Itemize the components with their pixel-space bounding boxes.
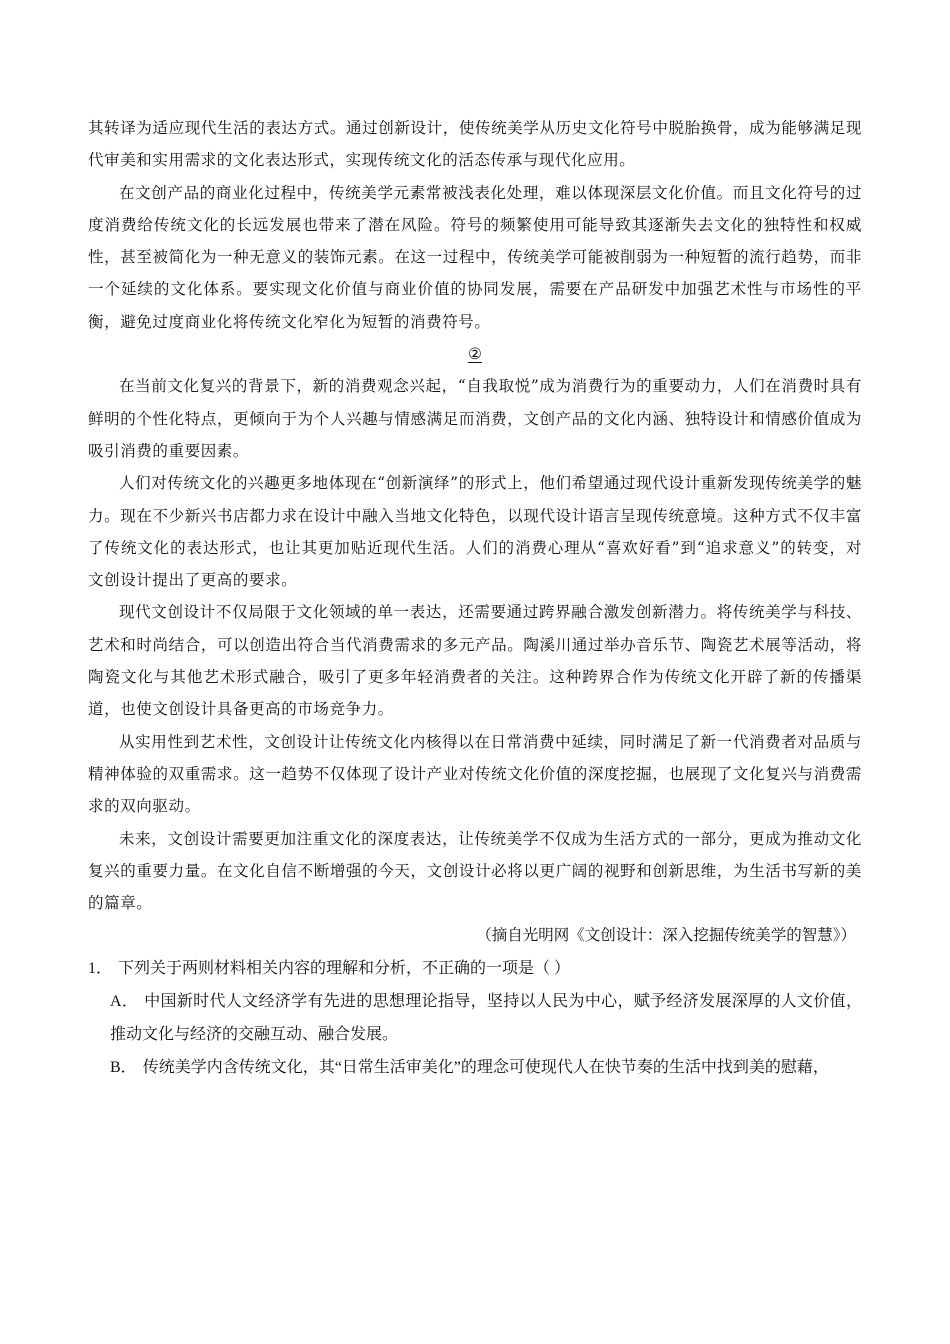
continuation-paragraph: 其转译为适应现代生活的表达方式。通过创新设计，使传统美学从历史文化符号中脱胎换骨，成为能够满足现代审美和实用需求的文化表达形式，实现传统文化的活态传承与现代化应用。 bbox=[88, 119, 862, 170]
material2-paragraph: 未来，文创设计需要更加注重文化的深度表达，让传统美学不仅成为生活方式的一部分，更成为推动文化复兴的重要力量。在文化自信不断增强的今天，文创设计必将以更广阔的视野和创新思维，为生活书写新的美的篇章。 bbox=[88, 829, 862, 913]
section-marker bbox=[88, 338, 862, 370]
material2-paragraph: 从实用性到艺术性，文创设计让传统文化内核得以在日常消费中延续，同时满足了新一代消费者对品质与精神体验的双重需求。这一趋势不仅体现了设计产业对传统文化价值的深度挖掘，也展现了文化复兴与消费需求的双向驱动。 bbox=[88, 732, 862, 816]
option-text: 中国新时代人文经济学有先进的思想理论指导，坚持以人民为中心，赋予经济发展深厚的人文价值，推动文化与经济的交融互动、融合发展。 bbox=[110, 992, 862, 1043]
document-page bbox=[88, 112, 862, 1084]
option-a bbox=[110, 985, 862, 1051]
question-1 bbox=[88, 952, 862, 985]
material2-paragraph: 在当前文化复兴的背景下，新的消费观念兴起，“自我取悦”成为消费行为的重要动力，人们在消费时具有鲜明的个性化特点，更倾向于为个人兴趣与情感满足而消费，文创产品的文化内涵、独特设计和情感价值成为吸引消费的重要因素。 bbox=[88, 377, 862, 460]
paragraph-commercialization: 在文创产品的商业化过程中，传统美学元素常被浅表化处理，难以体现深层文化价值。而且文化符号的过度消费给传统文化的长远发展也带来了潜在风险。符号的频繁使用可能导致其逐渐失去文化的独特性和权威性，甚至被简化为一种无意义的装饰元素。在这一过程中，传统美学可能被削弱为一种短暂的流行趋势，而非一个延续的文化体系。要实现文化价值与商业价值的协同发展，需要在产品研发中加强艺术性与市场性的平衡，避免过度商业化将传统文化窄化为短暂的消费符号。 bbox=[88, 183, 862, 331]
option-letter: B． bbox=[110, 1058, 137, 1076]
option-b bbox=[110, 1051, 862, 1084]
option-letter: A． bbox=[110, 992, 139, 1010]
material2-paragraph: 人们对传统文化的兴趣更多地体现在“创新演绎”的形式上，他们希望通过现代设计重新发现传统美学的魅力。现在不少新兴书店都力求在设计中融入当地文化特色，以现代设计语言呈现传统意境。这种方式不仅丰富了传统文化的表达形式，也让其更加贴近现代生活。人们的消费心理从“喜欢好看”到“追求意义”的转变，对文创设计提出了更高的要求。 bbox=[88, 474, 862, 590]
source-citation: （摘自光明网《文创设计：深入挖掘传统美学的智慧》） bbox=[476, 926, 856, 945]
material2-paragraph: 现代文创设计不仅局限于文化领域的单一表达，还需要通过跨界融合激发创新潜力。将传统美学与科技、艺术和时尚结合，可以创造出符合当代消费需求的多元产品。陶溪川通过举办音乐节、陶瓷艺术展等活动，将陶瓷文化与其他艺术形式融合，吸引了更多年轻消费者的关注。这种跨界合作为传统文化开辟了新的传播渠道，也使文创设计具备更高的市场竞争力。 bbox=[88, 603, 862, 719]
question-stem: 下列关于两则材料相关内容的理解和分析，不正确的一项是（ ） bbox=[118, 959, 571, 977]
question-number: 1． bbox=[88, 959, 113, 977]
section-marker-label: ② bbox=[468, 345, 482, 364]
option-text: 传统美学内含传统文化，其“日常生活审美化”的理念可使现代人在快节奏的生活中找到美的慰藉， bbox=[142, 1058, 829, 1076]
